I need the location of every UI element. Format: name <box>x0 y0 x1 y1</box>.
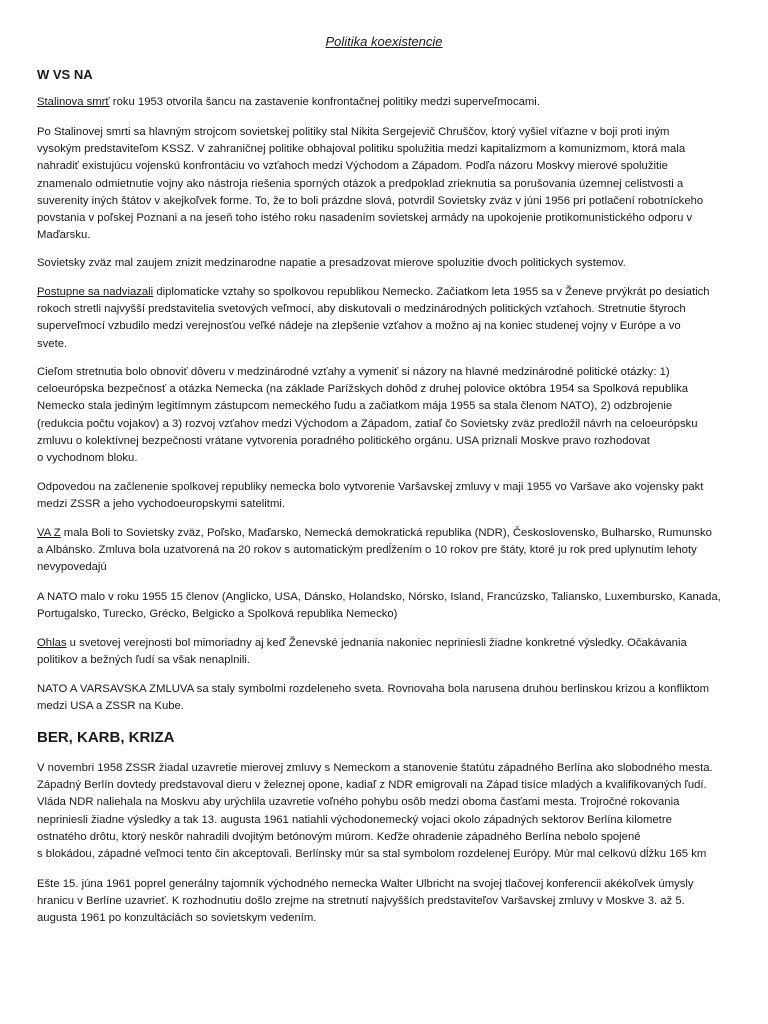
text-line <box>37 812 733 829</box>
text-line <box>37 635 733 652</box>
text-line <box>37 94 733 111</box>
text-line <box>37 210 733 227</box>
text-line <box>37 525 733 542</box>
text-line <box>37 589 733 606</box>
line-text: Ešte 15. júna 1961 poprel generálny tajomník východného nemecka Walter Ulbricht na svojej tlačovej konferencii akékoľvek úmysly <box>37 878 694 890</box>
text-line <box>37 479 733 496</box>
text-line <box>37 193 733 210</box>
line-text: NATO A VARSAVSKA ZMLUVA sa staly symbolmi rozdeleneho sveta. Rovnovaha bola narusena druhou berlinskou krizou a konfliktom <box>37 683 710 695</box>
line-text: Cieľom stretnutia bolo obnoviť dôveru v medzinárodné vzťahy a vymeniť si názory na hlavné medzinárodné politické otázky: 1) <box>37 366 670 378</box>
line-text: Nemecko stala jediným legitímnym zástupcom nemeckého ľudu a začiatkom mája 1955 sa stala členom NATO), 2) odzbrojenie <box>37 400 673 413</box>
document-title: Politika koexistencie <box>325 34 443 49</box>
line-text: V novembri 1958 ZSSR žiadal uzavretie mierovej zmluvy s Nemeckom a stanovenie štatútu západného Berlína ako slobodného mesta. <box>37 762 713 774</box>
text-line <box>37 893 733 910</box>
paragraph <box>37 124 733 244</box>
section-heading-berlin-crisis: BER, KARB, KRIZA <box>37 729 175 746</box>
text-line <box>37 652 733 669</box>
line-text: s blokádou, západné veľmoci tento čin akceptovali. Berlínsky múr sa stal symbolom rozdelenej Európy. Múr mal celkovú dĺžku 165 km <box>37 847 707 860</box>
text-line <box>37 301 733 318</box>
line-text: vysokým predstaviteľom KSSZ. V zahraničnej politike obhajoval politiku spolužitia medzi kapitalizmom a komunizmom, ktorá mala <box>37 143 686 156</box>
text-line <box>37 829 733 846</box>
text-line <box>37 416 733 433</box>
paragraph <box>37 525 733 577</box>
line-text: Západný Berlín dovtedy predstavoval dieru v železnej opone, kadiaľ z NDR emigrovali na Západ tisíce mladých a kvalifikovaných ľudí. <box>37 779 707 792</box>
paragraph <box>37 479 733 513</box>
text-line <box>37 364 733 381</box>
line-text: Maďarsku. <box>37 229 91 242</box>
underlined-phrase: Stalinova smrť <box>37 96 110 108</box>
line-text: o vychodnom bloku. <box>37 451 138 464</box>
paragraph <box>37 635 733 669</box>
line-text: svete. <box>37 337 68 350</box>
text-line <box>37 255 733 272</box>
line-text: Po Stalinovej smrti sa hlavným strojcom sovietskej politiky stal Nikita Sergejevič Chruščov, ktorý vyšiel víťazne v boji proti iným <box>37 126 670 138</box>
paragraph <box>37 589 733 623</box>
underlined-phrase: Ohlas <box>37 637 67 649</box>
line-text: ostnatého drôtu, ktorý neskôr nahradili dvojitým betónovým múrom. Keďže ohradenie západného Berlína nebolo spojené <box>37 830 641 843</box>
text-line <box>37 381 733 398</box>
paragraph <box>37 876 733 928</box>
text-line <box>37 681 733 698</box>
line-text: rokoch stretli najvyšší predstavitelia svetových veľmocí, aby diskutovali o medzinárodných politických vzťahoch. Stretnutie štyroch <box>37 303 686 316</box>
paragraph <box>37 94 733 111</box>
line-text: Vláda NDR naliehala na Moskvu aby urýchlila uzavretie voľného pohybu osôb medzi oboma časťami mesta. Trojročné rokovania <box>37 796 680 809</box>
line-text: nepriniesli žiadne výsledky a tak 13. augusta 1961 natiahli východonemecký vojaci okolo západných sektorov Berlína kilometre <box>37 813 672 826</box>
line-text: nahradiť existujúcu vojenskú konfrontáciu vo vzťahoch medzi Východom a Západom. Podľa názoru Moskvy mierové spolužitie <box>37 160 668 173</box>
paragraph <box>37 760 733 863</box>
text-line <box>37 227 733 244</box>
line-text: politikov a bežných ľudí sa však nenaplnili. <box>37 654 251 667</box>
text-line <box>37 433 733 450</box>
text-line <box>37 760 733 777</box>
line-text: augusta 1961 po konzultáciách so sovietskym vedením. <box>37 912 317 925</box>
line-text: Odpovedou na začlenenie spolkovej republiky nemecka bolo vytvorenie Varšavskej zmluvy v maji 1955 vo Varšave ako vojensky pakt <box>37 481 704 493</box>
text-line <box>37 542 733 559</box>
line-text: Portugalsko, Turecko, Grécko, Belgicko a Spolková republika Nemecko) <box>37 608 398 621</box>
text-line <box>37 496 733 513</box>
line-text: suverenity iných štátov v akejkoľvek forme. To, že to boli prázdne slová, potvrdil Sovietsky zväz v júni 1956 pri potlačení robotníckeho <box>37 194 704 207</box>
text-line <box>37 910 733 927</box>
line-text: diplomaticke vztahy so spolkovou republikou Nemecko. Začiatkom leta 1955 sa v Ženeve prvýkrát po desiatich <box>153 286 710 298</box>
line-text: nevypovedajú <box>37 561 107 574</box>
line-text: medzi ZSSR a jeho vychodoeuropskymi satelitmi. <box>37 498 286 511</box>
text-line <box>37 318 733 335</box>
text-line <box>37 284 733 301</box>
line-text: zmluvu o kolektívnej bezpečnosti vrátane vytvorenia poradného politického orgánu. USA priznali Moskve pravo rozhodovat <box>37 434 650 447</box>
line-text: povstania v poľskej Poznani a na jeseň toho istého roku nasadením sovietskej armády na upokojenie protikomunistického odporu v <box>37 211 693 224</box>
text-line <box>37 876 733 893</box>
text-line <box>37 846 733 863</box>
text-line <box>37 141 733 158</box>
line-text: znamenalo odmietnutie vojny ako nástroja riešenia sporných otázok a predpoklad zrieknutia sa porušovania územnej celistvosti a <box>37 177 684 190</box>
text-line <box>37 124 733 141</box>
line-text: Sovietsky zväz mal zaujem znizit medzinarodne napatie a presadzovat mierove spoluzitie dvoch politickych systemov. <box>37 257 626 269</box>
text-line <box>37 606 733 623</box>
line-text: mala Boli to Sovietsky zväz, Poľsko, Maďarsko, Nemecká demokratická republika (NDR), Československo, Bulharsko, Rumunsko <box>60 527 712 539</box>
section-heading-w-vs-na: W VS NA <box>37 67 93 82</box>
line-text: roku 1953 otvorila šancu na zastavenie konfrontačnej politiky medzi superveľmocami. <box>109 96 540 108</box>
line-text: medzi USA a ZSSR na Kube. <box>37 700 184 713</box>
underlined-phrase: VA Z <box>37 527 61 539</box>
text-line <box>37 450 733 467</box>
text-line <box>37 777 733 794</box>
paragraph <box>37 284 733 353</box>
text-line <box>37 176 733 193</box>
text-line <box>37 559 733 576</box>
text-line <box>37 336 733 353</box>
paragraph <box>37 364 733 467</box>
line-text: (redukcia počtu vojakov) a 3) rozvoj vzťahov medzi Východom a Západom, zatiaľ čo Sovietsky zväz predložil návrh na celoeurópsku <box>37 417 698 430</box>
paragraph <box>37 681 733 715</box>
line-text: u svetovej verejnosti bol mimoriadny aj keď Ženevské jednania nakoniec nepriniesli žiadne konkretné výsledky. Očakávania <box>66 637 687 649</box>
line-text: A NATO malo v roku 1955 15 členov (Anglicko, USA, Dánsko, Holandsko, Nórsko, Island, Francúzsko, Taliansko, Luxembursko, Kanada, <box>37 591 721 603</box>
underlined-phrase: Postupne sa nadviazali <box>37 286 154 298</box>
text-line <box>37 794 733 811</box>
text-line <box>37 698 733 715</box>
line-text: celoeurópska bezpečnosť a otázka Nemecka (na základe Parížskych dohôd z druhej polovice októbra 1954 sa Spolková republika <box>37 383 689 396</box>
line-text: hranicu v Berlíne uzavrieť. K rozhodnutiu došlo zrejme na stretnutí najvyšších predstaviteľov Varšavskej zmluvy v Moskve 3. až 5. <box>37 895 685 908</box>
text-line <box>37 398 733 415</box>
line-text: superveľmocí vzbudilo medzi verejnosťou veľké nádeje na zlepšenie vzťahov a možno aj na koniec studenej vojny v Európe a vo <box>37 320 681 333</box>
line-text: a Albánsko. Zmluva bola uzatvorená na 20 rokov s automatickým predĺžením o 10 rokov pre štáty, ktoré ju rok pred uplynutím lehoty <box>37 544 697 557</box>
text-line <box>37 158 733 175</box>
paragraph <box>37 255 733 272</box>
